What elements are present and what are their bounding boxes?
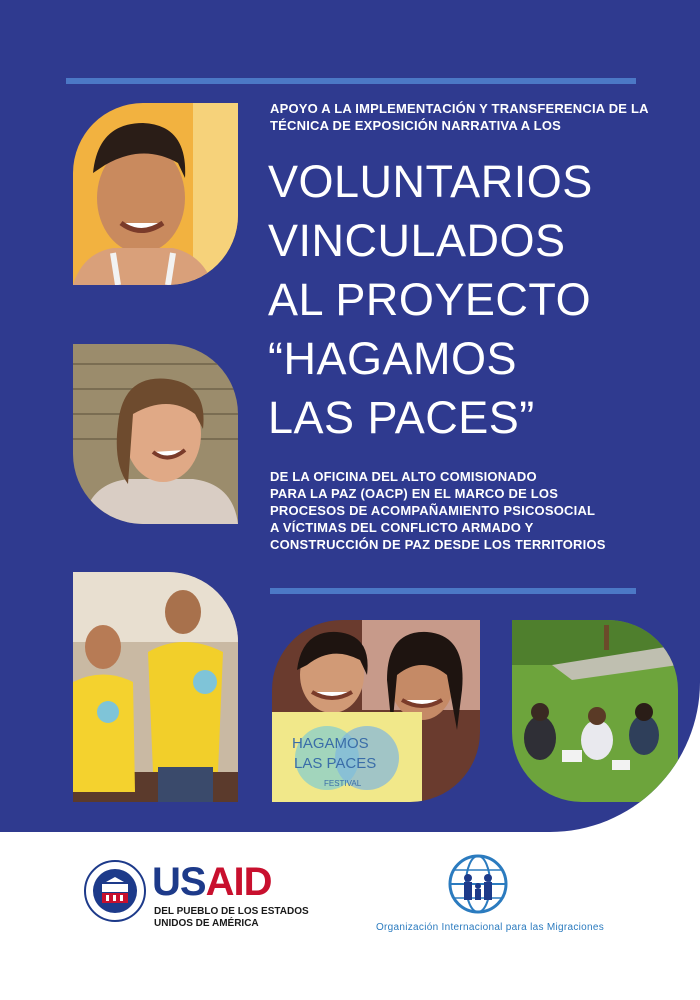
subtitle-line: PARA LA PAZ (OACP) EN EL MARCO DE LOS xyxy=(270,486,559,501)
subtitle-text xyxy=(270,468,670,553)
globe-family-icon xyxy=(446,852,510,916)
subtitle-line: DE LA OFICINA DEL ALTO COMISIONADO xyxy=(270,469,537,484)
usaid-seal-icon xyxy=(84,860,146,922)
sign-text-line2: LAS PACES xyxy=(294,755,377,772)
photo-volunteer-laughing xyxy=(73,344,238,524)
photo-volunteers-yellow-shirts xyxy=(73,572,238,802)
usaid-tagline xyxy=(154,906,314,930)
photo-volunteer-smiling xyxy=(73,103,238,285)
usaid-us: US xyxy=(152,860,206,904)
oim-name: Organización Internacional para las Migraciones xyxy=(375,922,605,933)
usaid-tagline-line2: UNIDOS DE AMÉRICA xyxy=(154,918,259,929)
oim-logo xyxy=(360,852,620,942)
intro-text: APOYO A LA IMPLEMENTACIÓN Y TRANSFERENCIA DE LA TÉCNICA DE EXPOSICIÓN NARRATIVA A LOS xyxy=(270,101,649,133)
subtitle-line: A VÍCTIMAS DEL CONFLICTO ARMADO Y xyxy=(270,520,534,535)
photo-volunteers-festival-sign xyxy=(272,620,480,802)
usaid-aid: AID xyxy=(205,860,272,904)
title-line: VOLUNTARIOS xyxy=(268,156,593,207)
photo-group-on-grass xyxy=(512,620,678,802)
subtitle-line: CONSTRUCCIÓN DE PAZ DESDE LOS TERRITORIOS xyxy=(270,537,606,552)
sign-text-line3: FESTIVAL xyxy=(324,779,362,788)
usaid-logo xyxy=(84,858,314,938)
top-divider xyxy=(66,78,636,84)
title-line: LAS PACES” xyxy=(268,392,535,443)
bottom-divider xyxy=(270,588,636,594)
sign-text-line1: HAGAMOS xyxy=(292,735,369,752)
usaid-tagline-line1: DEL PUEBLO DE LOS ESTADOS xyxy=(154,906,309,917)
main-title xyxy=(268,152,678,447)
title-line: “HAGAMOS xyxy=(268,333,518,384)
subtitle-line: PROCESOS DE ACOMPAÑAMIENTO PSICOSOCIAL xyxy=(270,503,596,518)
title-line: VINCULADOS xyxy=(268,215,566,266)
usaid-wordmark xyxy=(152,862,271,902)
title-line: AL PROYECTO xyxy=(268,274,592,325)
